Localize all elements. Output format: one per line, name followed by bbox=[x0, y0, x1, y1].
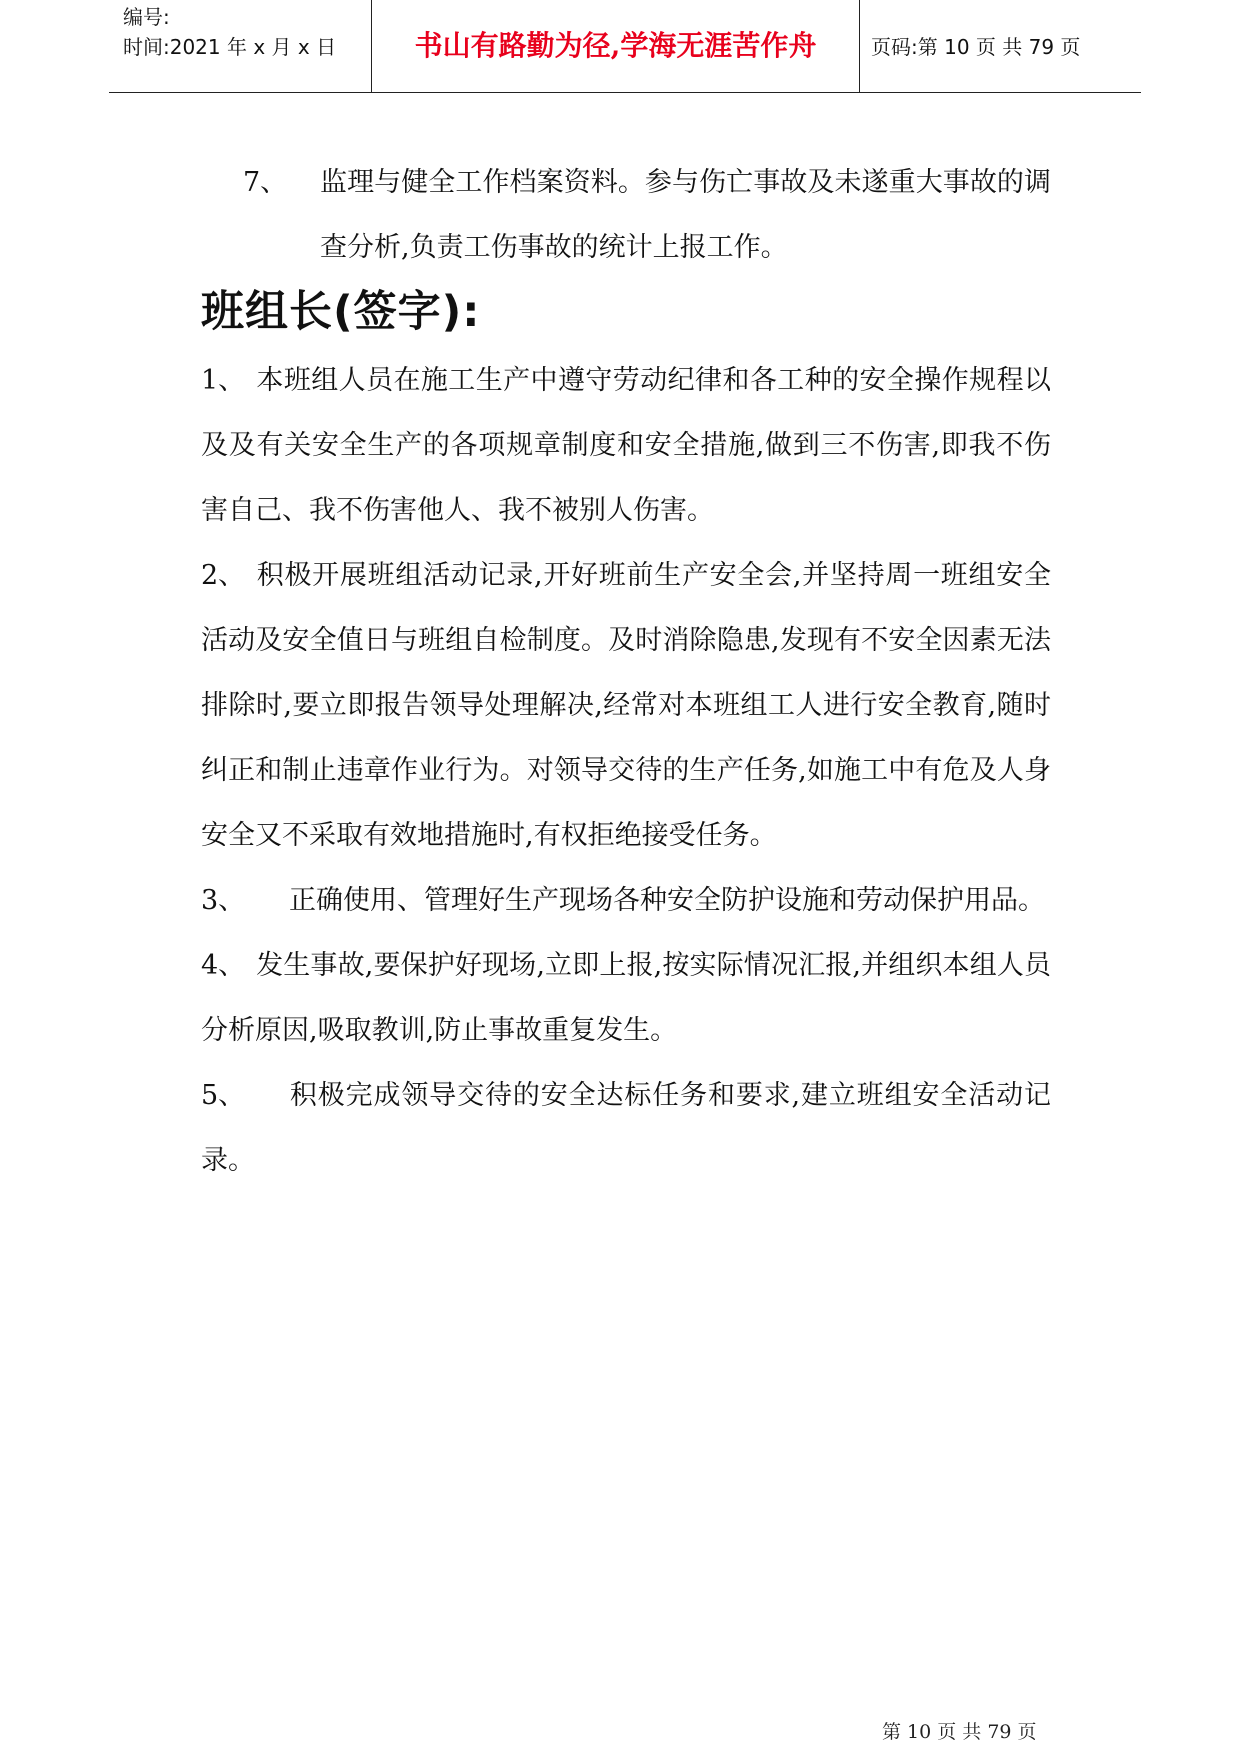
list-item-text: 发生事故,要保护好现场,立即上报,按实际情况汇报,并组织本组人员分析原因,吸取教训,防止事故重复发生。 bbox=[201, 950, 1051, 1046]
list-item-text: 积极完成领导交待的安全达标任务和要求,建立班组安全活动记录。 bbox=[201, 1080, 1051, 1176]
section-heading: 班组长(签字): bbox=[201, 287, 481, 337]
list-item-text: 监理与健全工作档案资料。参与伤亡事故及未遂重大事故的调查分析,负责工伤事故的统计上报工作。 bbox=[320, 167, 1051, 263]
page-footer: 第 10 页 共 79 页 bbox=[882, 1721, 1037, 1743]
list-item-number: 3、 bbox=[201, 885, 246, 916]
list-item-2 bbox=[201, 543, 1051, 868]
document-body bbox=[201, 150, 1051, 1193]
document-number-label: 编号: bbox=[123, 5, 170, 29]
list-item-text: 积极开展班组活动记录,开好班前生产安全会,并坚持周一班组安全活动及安全值日与班组自检制度。及时消除隐患,发现有不安全因素无法排除时,要立即报告领导处理解决,经常对本班组工人进行安全教育,随时纠正和制止违章作业行为。对领导交待的生产任务,如施工中有危及人身安全又不采取有效地措施时,有权拒绝接受任务。 bbox=[201, 560, 1051, 851]
list-item-3 bbox=[201, 868, 1051, 933]
header-divider-right bbox=[859, 0, 860, 92]
document-date-label: 时间:2021 年 x 月 x 日 bbox=[123, 35, 337, 59]
header-meta bbox=[123, 2, 363, 62]
list-item-text: 本班组人员在施工生产中遵守劳动纪律和各工种的安全操作规程以及及有关安全生产的各项规章制度和安全措施,做到三不伤害,即我不伤害自己、我不伤害他人、我不被别人伤害。 bbox=[201, 365, 1051, 526]
list-item-number: 4、 bbox=[201, 950, 246, 981]
list-item-number: 1、 bbox=[201, 365, 246, 396]
list-item-text: 正确使用、管理好生产现场各种安全防护设施和劳动保护用品。 bbox=[289, 885, 1045, 916]
list-item-1 bbox=[201, 348, 1051, 543]
list-item-number: 7、 bbox=[243, 167, 288, 198]
list-item-7 bbox=[201, 150, 1051, 280]
header-page-number: 页码:第 10 页 共 79 页 bbox=[871, 35, 1081, 59]
list-item-4 bbox=[201, 933, 1051, 1063]
list-item-5 bbox=[201, 1063, 1051, 1193]
list-item-number: 5、 bbox=[201, 1080, 246, 1111]
page-header bbox=[109, 0, 1141, 93]
header-motto: 书山有路勤为径,学海无涯苦作舟 bbox=[414, 29, 817, 62]
list-item-number: 2、 bbox=[201, 560, 246, 591]
